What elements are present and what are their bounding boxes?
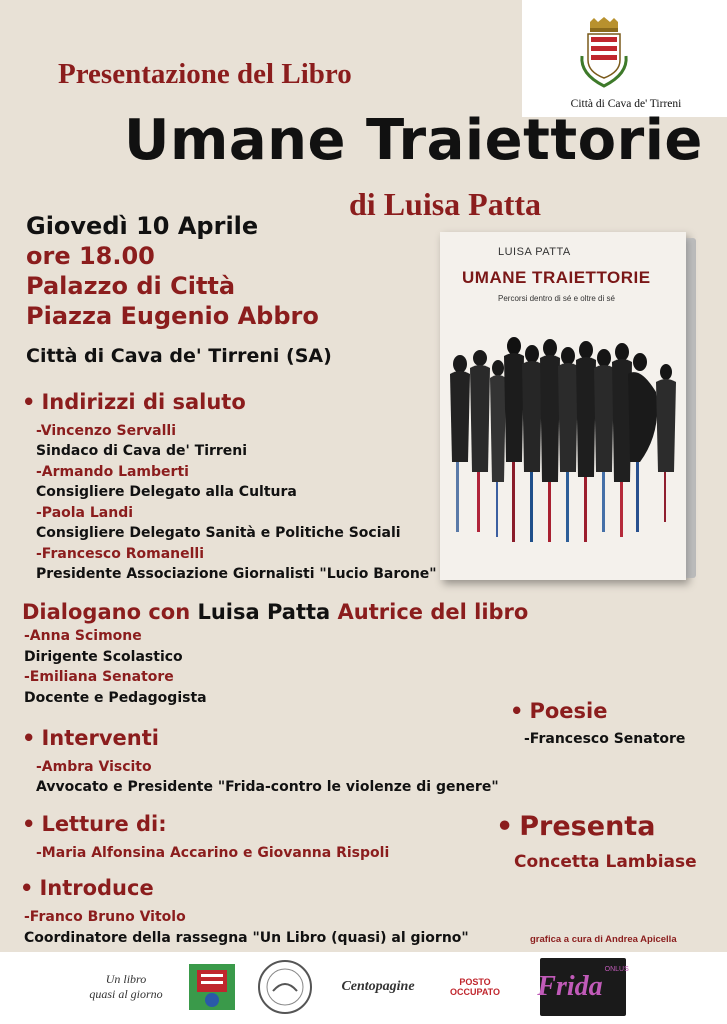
book-spine <box>686 238 696 578</box>
saluti-role-3: Consigliere Delegato Sanità e Politiche Sociali <box>36 525 401 541</box>
bullet: • <box>20 876 34 900</box>
book-cover-front <box>440 232 686 580</box>
author-line: di Luisa Patta <box>349 186 542 222</box>
section-saluti-heading <box>22 390 246 414</box>
city-logo-box <box>522 0 727 117</box>
introduce-name: -Franco Bruno Vitolo <box>24 909 186 925</box>
section-presenta-title: Presenta <box>519 811 656 842</box>
dialogano-name-1: -Anna Scimone <box>24 628 142 644</box>
logo-frida-text: Frida <box>537 971 603 1002</box>
bullet: • <box>510 699 524 723</box>
saluti-name-1: -Vincenzo Servalli <box>36 423 176 439</box>
logo-municipal-crest <box>186 958 238 1016</box>
introduce-role: Coordinatore della rassegna "Un Libro (quasi) al giorno" <box>24 930 469 946</box>
logo-frida <box>537 958 629 1016</box>
logo5-line1: POSTO <box>459 977 491 987</box>
logo-frida-badge: ONLUS <box>604 966 629 973</box>
section-dialogano-heading <box>22 600 528 624</box>
section-letture-title: Letture di: <box>41 812 167 836</box>
bullet: • <box>22 812 36 836</box>
section-poesie-title: Poesie <box>529 699 608 723</box>
event-subtitle: Presentazione del Libro <box>58 58 352 90</box>
book-cover-subtitle: Percorsi dentro di sé e oltre di sé <box>498 294 615 303</box>
saluti-role-2: Consigliere Delegato alla Cultura <box>36 484 297 500</box>
dialogano-heading-part3: Autrice del libro <box>330 600 529 624</box>
saluti-role-4: Presidente Associazione Giornalisti "Lucio Barone" <box>36 566 437 582</box>
logo-posto-occupato <box>442 958 508 1016</box>
book-cover <box>440 232 696 582</box>
section-introduce-heading <box>20 876 154 900</box>
interventi-role: Avvocato e Presidente "Frida-contro le violenze di genere" <box>36 779 499 795</box>
saluti-name-2: -Armando Lamberti <box>36 464 189 480</box>
dialogano-role-2: Docente e Pedagogista <box>24 690 207 706</box>
event-venue: Palazzo di Città <box>26 272 236 300</box>
bullet: • <box>22 390 36 414</box>
event-city: Città di Cava de' Tirreni (SA) <box>26 345 332 367</box>
dialogano-heading-author: Luisa Patta <box>197 600 331 624</box>
event-address: Piazza Eugenio Abbro <box>26 302 319 330</box>
saluti-role-1: Sindaco di Cava de' Tirreni <box>36 443 248 459</box>
presenta-name: Concetta Lambiase <box>514 852 697 872</box>
crest-icon <box>187 962 237 1012</box>
section-poesie-heading <box>510 699 607 723</box>
book-title-heading: Umane Traiettorie <box>124 108 703 173</box>
silhouettes-illustration <box>440 332 686 572</box>
section-interventi-heading <box>22 726 159 750</box>
section-interventi-title: Interventi <box>41 726 159 750</box>
dialogano-heading-part1: Dialogano con <box>22 600 198 624</box>
event-date: Giovedì 10 Aprile <box>26 212 259 240</box>
section-saluti-title: Indirizzi di saluto <box>41 390 246 414</box>
logo1-line2: quasi al giorno <box>89 987 163 1001</box>
dialogano-role-1: Dirigente Scolastico <box>24 649 183 665</box>
section-letture-heading <box>22 812 167 836</box>
sponsor-footer <box>0 952 727 1024</box>
seal-icon <box>257 959 313 1015</box>
book-cover-author: LUISA PATTA <box>498 246 571 258</box>
section-presenta-heading <box>496 811 655 842</box>
poesie-name: -Francesco Senatore <box>524 731 686 747</box>
logo-un-libro-al-giorno <box>70 958 182 1016</box>
logo-round-seal <box>256 958 314 1016</box>
bullet: • <box>496 811 514 842</box>
event-time: ore 18.00 <box>26 242 155 270</box>
bullet: • <box>22 726 36 750</box>
letture-names: -Maria Alfonsina Accarino e Giovanna Rispoli <box>36 845 390 861</box>
saluti-name-4: -Francesco Romanelli <box>36 546 205 562</box>
section-introduce-title: Introduce <box>39 876 154 900</box>
city-crest-icon <box>576 16 632 90</box>
graphic-credit: grafica a cura di Andrea Apicella <box>530 934 677 945</box>
book-cover-title: UMANE TRAIETTORIE <box>462 268 651 287</box>
logo1-line1: Un libro <box>105 972 147 986</box>
logo5-line2: OCCUPATO <box>449 987 500 997</box>
saluti-name-3: -Paola Landi <box>36 505 134 521</box>
dialogano-name-2: -Emiliana Senatore <box>24 669 174 685</box>
logo-centopagine: Centopagine <box>341 979 415 994</box>
logo-caption: Città di Cava de' Tirreni <box>570 98 682 110</box>
interventi-name: -Ambra Viscito <box>36 759 152 775</box>
